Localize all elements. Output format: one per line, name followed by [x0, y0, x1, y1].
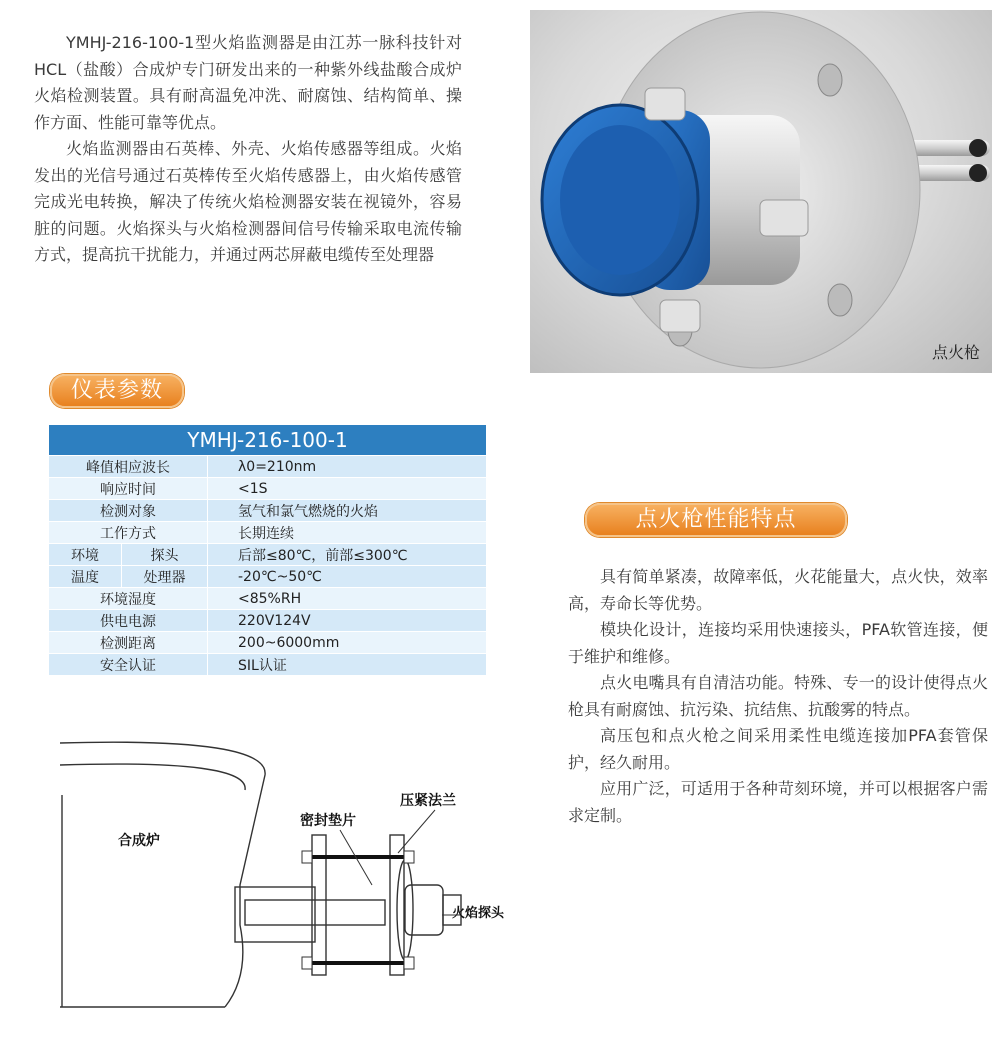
- param-value: λ0=210nm: [208, 456, 487, 478]
- params-table: [48, 424, 487, 676]
- features-section-title: 点火枪性能特点: [585, 503, 847, 537]
- params-section-title: 仪表参数: [50, 374, 184, 408]
- table-row: [49, 654, 487, 676]
- param-value: 200~6000mm: [208, 632, 487, 654]
- label-probe: 火焰探头: [452, 906, 505, 921]
- table-row: [49, 566, 487, 588]
- label-flange: 压紧法兰: [400, 793, 456, 809]
- feature-paragraph: 模块化设计，连接均采用快速接头，PFA软管连接，便于维护和维修。: [568, 620, 988, 666]
- table-row: [49, 632, 487, 654]
- photo-caption: 点火枪: [931, 343, 980, 362]
- feature-paragraph: 高压包和点火枪之间采用柔性电缆连接加PFA套管保护，经久耐用。: [568, 726, 988, 772]
- label-gasket: 密封垫片: [300, 813, 356, 829]
- param-label: 安全认证: [49, 654, 208, 676]
- temp-group-label: 环境: [49, 544, 122, 566]
- param-label: 环境湿度: [49, 588, 208, 610]
- param-value: 长期连续: [208, 522, 487, 544]
- param-label: 供电电源: [49, 610, 208, 632]
- table-row: [49, 522, 487, 544]
- table-row: [49, 544, 487, 566]
- table-row: [49, 478, 487, 500]
- intro-text: [34, 30, 462, 269]
- intro-paragraph: 火焰监测器由石英棒、外壳、火焰传感器等组成。火焰发出的光信号通过石英棒传至火焰传感器上，由火焰传感管完成光电转换，解决了传统火焰检测器安装在视镜外，容易脏的问题。火焰探头与火焰检测器间信号传输采取电流传输方式，提高抗干扰能力，并通过两芯屏蔽电缆传至处理器: [34, 139, 462, 264]
- param-value: <1S: [208, 478, 487, 500]
- param-value: 氢气和氯气燃烧的火焰: [208, 500, 487, 522]
- table-row: [49, 610, 487, 632]
- installation-diagram: [50, 735, 505, 1010]
- param-label: 响应时间: [49, 478, 208, 500]
- param-label: 检测对象: [49, 500, 208, 522]
- param-value: -20℃~50℃: [208, 566, 487, 588]
- feature-paragraph: 应用广泛，可适用于各种苛刻环境，并可以根据客户需求定制。: [568, 779, 988, 825]
- param-label: 处理器: [122, 566, 208, 588]
- param-label: 探头: [122, 544, 208, 566]
- intro-paragraph: YMHJ-216-100-1型火焰监测器是由江苏一脉科技针对HCL（盐酸）合成炉专门研发出来的一种紫外线盐酸合成炉火焰检测装置。具有耐高温免冲洗、耐腐蚀、结构简单、操作方面、性能可靠等优点。: [34, 33, 462, 132]
- feature-paragraph: 具有简单紧凑，故障率低，火花能量大，点火快，效率高，寿命长等优势。: [568, 567, 988, 613]
- param-label: 检测距离: [49, 632, 208, 654]
- param-value: 220V124V: [208, 610, 487, 632]
- param-label: 工作方式: [49, 522, 208, 544]
- table-row: [49, 588, 487, 610]
- temp-group-label: 温度: [49, 566, 122, 588]
- table-model-header: YMHJ-216-100-1: [49, 425, 487, 456]
- igniter-illustration: [530, 10, 992, 373]
- label-furnace: 合成炉: [118, 833, 160, 849]
- param-value: <85%RH: [208, 588, 487, 610]
- igniter-photo: [530, 10, 992, 373]
- param-value: SIL认证: [208, 654, 487, 676]
- param-label: 峰值相应波长: [49, 456, 208, 478]
- table-row: [49, 456, 487, 478]
- features-text: [568, 564, 988, 829]
- table-row: [49, 500, 487, 522]
- feature-paragraph: 点火电嘴具有自清洁功能。特殊、专一的设计使得点火枪具有耐腐蚀、抗污染、抗结焦、抗酸雾的特点。: [568, 673, 988, 719]
- param-value: 后部≤80℃，前部≤300℃: [208, 544, 487, 566]
